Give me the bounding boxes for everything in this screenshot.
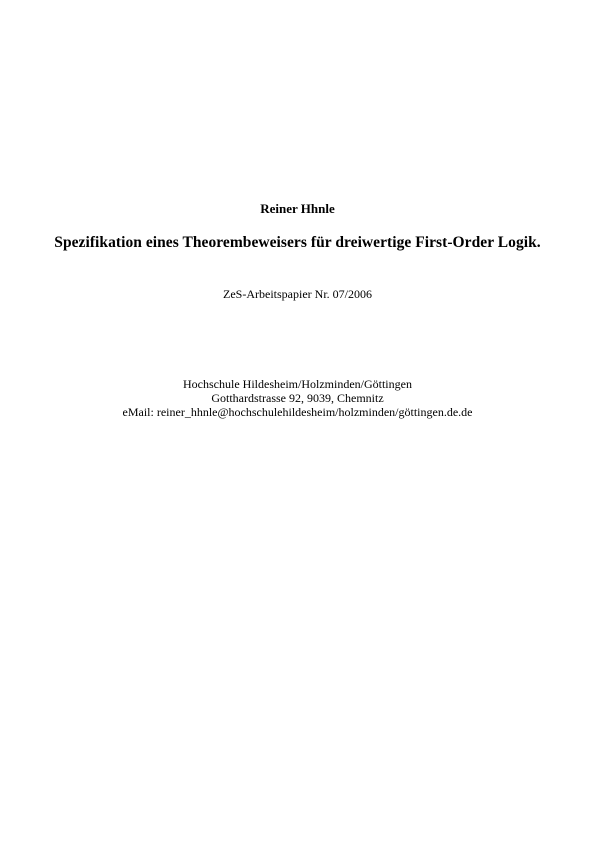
email-line: eMail: reiner_hhnle@hochschulehildesheim/holzminden/göttingen.de.de <box>122 405 473 419</box>
document-title: Spezifikation eines Theorembeweisers für dreiwertige First-Order Logik. <box>54 234 541 251</box>
paper-number: ZeS-Arbeitspapier Nr. 07/2006 <box>223 287 372 301</box>
author-name: Reiner Hhnle <box>260 201 335 216</box>
address-block <box>0 377 595 419</box>
institution-line: Hochschule Hildesheim/Holzminden/Göttingen <box>183 377 412 391</box>
street-address-line: Gotthardstrasse 92, 9039, Chemnitz <box>211 391 384 405</box>
